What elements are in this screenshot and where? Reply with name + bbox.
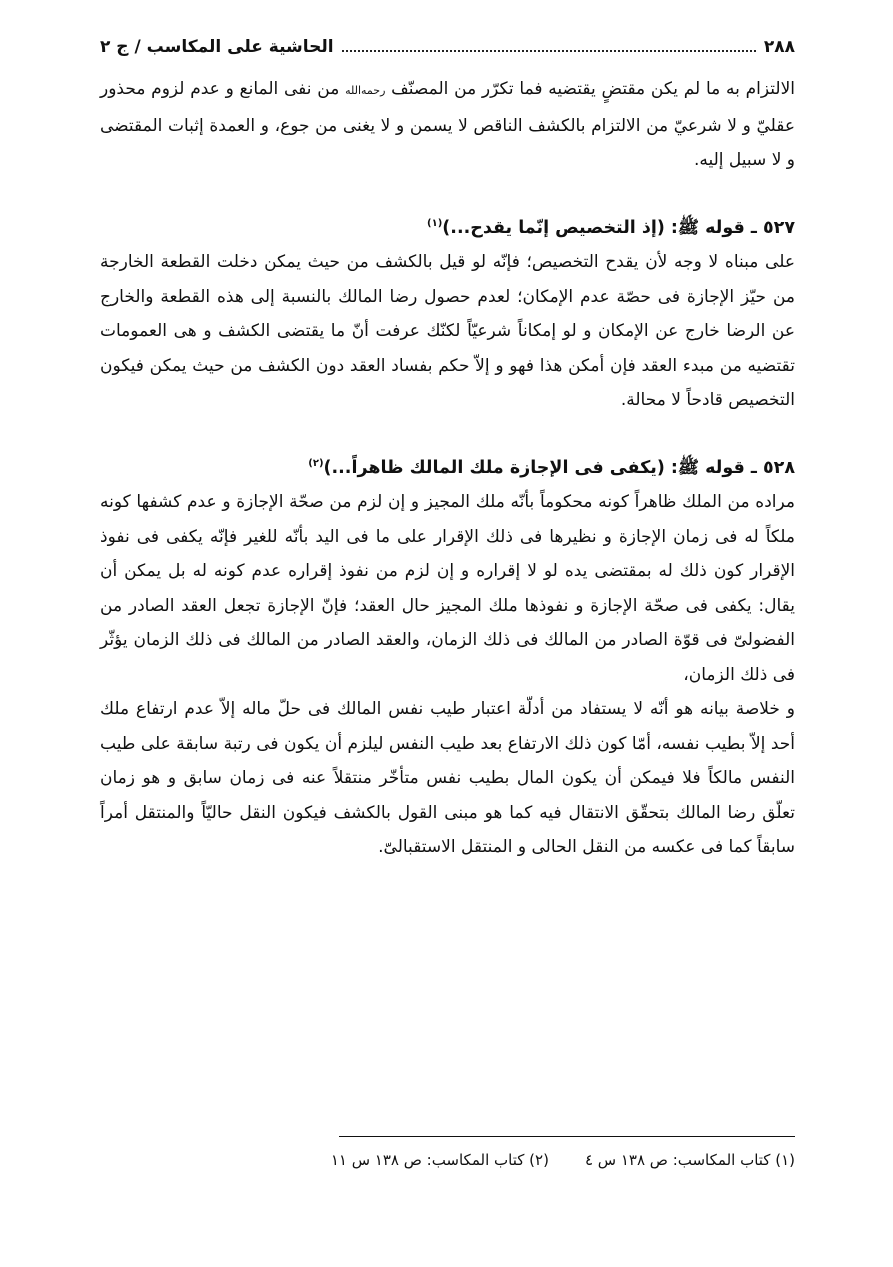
- paragraph-3: مراده من الملك ظاهراً كونه محكوماً بأنّه ملك المجيز و إن لزم من صحّة الإجازة و عدم كشفها كونه ملكاً له فى زمان الإجازة و نظيرها فى ذلك الإقرار على ما فى اليد بأنّه للغير فإنّه يكفى فى نفوذ الإقرار كون ذلك له بمقتضى يده لو لا إقراره و إن لزم من نفوذ إقراره عدم كونه له بل يمكن أن يقال: يكفى فى صحّة الإجازة و نفوذها ملك المجيز حال العقد؛ فإنّ الإجازة تجعل العقد الصادر من الفضولىّ فى قوّة الصادر من المالك فى ذلك الزمان، والعقد الصادر من المالك فى ذلك الزمان يؤثّر فى ذلك الزمان،: [100, 492, 795, 685]
- spacer: [100, 418, 795, 451]
- footnote-1: (١) كتاب المكاسب: ص ١٣٨ س ٤: [584, 1151, 795, 1169]
- book-page: [100, 0, 795, 1267]
- footnote-ref-1: (١): [427, 217, 443, 229]
- header-dotted-leader: [342, 50, 756, 52]
- footnote-separator: [339, 1136, 795, 1137]
- paragraph-1: الالتزام به ما لم يكن مقتضٍ يقتضيه فما تكرّر من المصنّف رحمه‌الله من نفى المانع و عدم لزوم محذور عقليّ و لا شرعيّ من الالتزام بالكشف الناقص لا يسمن و لا يغنى من جوع، و العمدة إثبات المقتضى و لا سبيل إليه.: [100, 79, 796, 170]
- page-number: ٢٨٨: [763, 37, 795, 57]
- page-body: [100, 72, 795, 865]
- spacer: [100, 178, 795, 211]
- heading-528: ٥٢٨ ـ قوله ﷺ: (يكفى فى الإجازة ملك المالك ظاهراً...)$^{(٢)}$: [308, 457, 795, 478]
- paragraph-4: و خلاصة بيانه هو أنّه لا يستفاد من أدلّة اعتبار طيب نفس المالك فى حلّ ماله إلاّ عدم ارتفاع ملك أحد إلاّ بطيب نفسه، أمّا كون ذلك الارتفاع بعد طيب النفس ليلزم أن يكون فى رتبة سابقة على طيب النفس مالكاً فلا فيمكن أن يكون المال بطيب نفس متأخّر منتقلاً عنه فى زمان سابق و هو زمان تعلّق رضا المالك بتحقّق الانتقال فيه كما هو مبنى القول بالكشف فيكون النقل حاليّاً والمنتقل أمراً سابقاً كما فى عكسه من النقل الحالى و المنتقل الاستقبالىّ.: [100, 699, 795, 857]
- heading-527: ٥٢٧ ـ قوله ﷺ: (إذ التخصيص إنّما يقدح...)$^{(١)}$: [427, 217, 795, 238]
- footnotes: [160, 1149, 795, 1171]
- footnote-ref-2: (٢): [308, 457, 324, 469]
- honorific: رحمه‌الله: [345, 84, 386, 97]
- paragraph-2: على مبناه لا وجه لأن يقدح التخصيص؛ فإنّه لو قيل بالكشف من حيث يمكن دخلت القطعة الخارجة من حيّز الإجازة فى حصّة عدم الإمكان؛ لعدم حصول رضا المالك بالنسبة إلى هذه القطعة والخارج عن الرضا خارج عن الإمكان و لو إمكاناً شرعيّاً لكنّك عرفت أنّ ما يقتضى الكشف و هى العمومات تقتضيه من مبدء العقد فإن أمكن هذا فهو و إلاّ حكم بفساد العقد دون الكشف من حيث يمكن فيكون التخصيص قادحاً لا محالة.: [100, 252, 795, 410]
- running-title: الحاشية على المكاسب / ج ٢: [100, 37, 334, 57]
- footnote-2: (٢) كتاب المكاسب: ص ١٣٨ س ١١: [330, 1151, 549, 1169]
- running-header: [100, 34, 795, 60]
